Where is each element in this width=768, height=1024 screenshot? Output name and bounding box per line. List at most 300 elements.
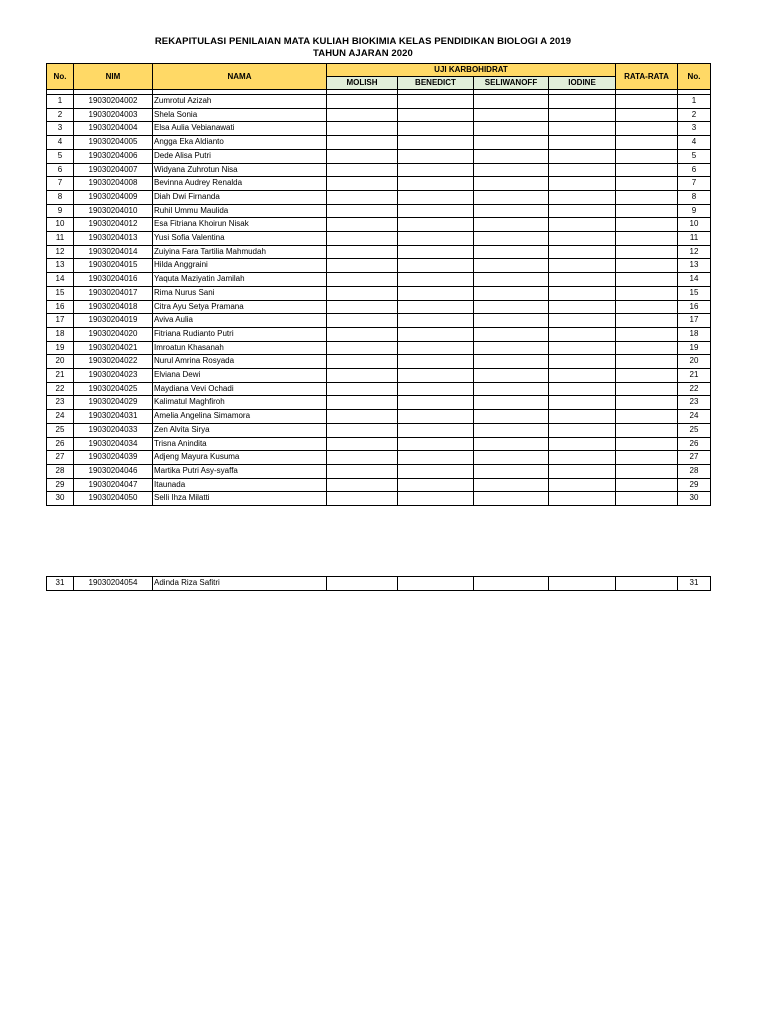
cell-no-right: 5 [678, 149, 711, 163]
cell-nim: 19030204002 [74, 95, 153, 109]
cell-no-right: 21 [678, 369, 711, 383]
cell-benedict [398, 437, 474, 451]
table-row [47, 451, 711, 465]
table-row [47, 423, 711, 437]
cell-benedict [398, 369, 474, 383]
cell-nim: 19030204031 [74, 410, 153, 424]
cell-molish [327, 273, 398, 287]
cell-iodine [549, 273, 616, 287]
cell-nim: 19030204021 [74, 341, 153, 355]
cell-no-right: 8 [678, 190, 711, 204]
cell-no: 19 [47, 341, 74, 355]
cell-no: 1 [47, 95, 74, 109]
cell-benedict [398, 204, 474, 218]
cell-benedict [398, 245, 474, 259]
cell-iodine [549, 108, 616, 122]
cell-rata-rata [616, 122, 678, 136]
cell-no-right: 31 [678, 577, 711, 591]
table-row [47, 108, 711, 122]
cell-rata-rata [616, 423, 678, 437]
cell-nama: Zuiyina Fara Tartilia Mahmudah [153, 245, 327, 259]
cell-molish [327, 190, 398, 204]
cell-nama: Yusi Sofia Valentina [153, 232, 327, 246]
cell-molish [327, 122, 398, 136]
cell-seliwanoff [474, 95, 549, 109]
table-row [47, 245, 711, 259]
cell-molish [327, 410, 398, 424]
cell-nim: 19030204008 [74, 177, 153, 191]
table-row [47, 382, 711, 396]
cell-benedict [398, 327, 474, 341]
cell-iodine [549, 218, 616, 232]
cell-iodine [549, 95, 616, 109]
header-no-right: No. [678, 64, 711, 90]
cell-no: 13 [47, 259, 74, 273]
cell-iodine [549, 286, 616, 300]
cell-molish [327, 577, 398, 591]
cell-nim: 19030204039 [74, 451, 153, 465]
cell-molish [327, 396, 398, 410]
cell-no-right: 19 [678, 341, 711, 355]
cell-iodine [549, 355, 616, 369]
cell-no: 21 [47, 369, 74, 383]
cell-nama: Yaquta Maziyatin Jamilah [153, 273, 327, 287]
cell-molish [327, 423, 398, 437]
cell-no: 18 [47, 327, 74, 341]
cell-iodine [549, 464, 616, 478]
cell-benedict [398, 423, 474, 437]
cell-rata-rata [616, 355, 678, 369]
cell-iodine [549, 382, 616, 396]
cell-no-right: 11 [678, 232, 711, 246]
cell-nama: Martika Putri Asy-syaffa [153, 464, 327, 478]
cell-seliwanoff [474, 273, 549, 287]
cell-rata-rata [616, 218, 678, 232]
cell-rata-rata [616, 478, 678, 492]
cell-no-right: 4 [678, 136, 711, 150]
cell-seliwanoff [474, 149, 549, 163]
cell-no-right: 1 [678, 95, 711, 109]
cell-rata-rata [616, 95, 678, 109]
cell-nim: 19030204005 [74, 136, 153, 150]
cell-seliwanoff [474, 177, 549, 191]
cell-no: 24 [47, 410, 74, 424]
cell-iodine [549, 396, 616, 410]
cell-molish [327, 149, 398, 163]
cell-nim: 19030204014 [74, 245, 153, 259]
cell-benedict [398, 232, 474, 246]
cell-nama: Dede Alisa Putri [153, 149, 327, 163]
cell-molish [327, 286, 398, 300]
cell-rata-rata [616, 286, 678, 300]
cell-molish [327, 204, 398, 218]
table-row [47, 396, 711, 410]
cell-rata-rata [616, 273, 678, 287]
cell-iodine [549, 245, 616, 259]
cell-no: 4 [47, 136, 74, 150]
header-rata-rata: RATA-RATA [616, 64, 678, 90]
cell-no: 17 [47, 314, 74, 328]
cell-no: 5 [47, 149, 74, 163]
header-row [47, 64, 711, 77]
cell-no-right: 3 [678, 122, 711, 136]
cell-nama: Esa Fitriana Khoirun Nisak [153, 218, 327, 232]
cell-rata-rata [616, 190, 678, 204]
cell-no-right: 10 [678, 218, 711, 232]
cell-nim: 19030204023 [74, 369, 153, 383]
cell-rata-rata [616, 149, 678, 163]
cell-seliwanoff [474, 382, 549, 396]
table-row [47, 286, 711, 300]
cell-nama: Itaunada [153, 478, 327, 492]
cell-molish [327, 492, 398, 506]
cell-benedict [398, 478, 474, 492]
cell-nim: 19030204015 [74, 259, 153, 273]
cell-rata-rata [616, 327, 678, 341]
table-row [47, 464, 711, 478]
cell-molish [327, 369, 398, 383]
cell-seliwanoff [474, 355, 549, 369]
cell-iodine [549, 492, 616, 506]
table-body [47, 64, 711, 506]
cell-molish [327, 327, 398, 341]
cell-seliwanoff [474, 108, 549, 122]
cell-nim: 19030204017 [74, 286, 153, 300]
table-row [47, 149, 711, 163]
cell-benedict [398, 410, 474, 424]
cell-seliwanoff [474, 577, 549, 591]
header-no: No. [47, 64, 74, 90]
cell-seliwanoff [474, 369, 549, 383]
cell-no-right: 14 [678, 273, 711, 287]
cell-no-right: 7 [678, 177, 711, 191]
cell-molish [327, 314, 398, 328]
table-row [47, 177, 711, 191]
cell-seliwanoff [474, 286, 549, 300]
cell-no-right: 27 [678, 451, 711, 465]
cell-no: 28 [47, 464, 74, 478]
cell-molish [327, 437, 398, 451]
cell-iodine [549, 163, 616, 177]
cell-benedict [398, 218, 474, 232]
cell-rata-rata [616, 204, 678, 218]
cell-rata-rata [616, 382, 678, 396]
cell-no: 31 [47, 577, 74, 591]
table-row [47, 478, 711, 492]
cell-seliwanoff [474, 451, 549, 465]
cell-seliwanoff [474, 437, 549, 451]
table-row [47, 577, 711, 591]
cell-nim: 19030204016 [74, 273, 153, 287]
cell-nim: 19030204003 [74, 108, 153, 122]
cell-seliwanoff [474, 341, 549, 355]
table-row [47, 190, 711, 204]
cell-no-right: 20 [678, 355, 711, 369]
cell-nama: Kalimatul Maghfiroh [153, 396, 327, 410]
cell-no: 20 [47, 355, 74, 369]
cell-nama: Maydiana Vevi Ochadi [153, 382, 327, 396]
cell-benedict [398, 382, 474, 396]
cell-molish [327, 218, 398, 232]
cell-nim: 19030204018 [74, 300, 153, 314]
cell-no: 8 [47, 190, 74, 204]
cell-seliwanoff [474, 410, 549, 424]
cell-no-right: 30 [678, 492, 711, 506]
cell-no: 16 [47, 300, 74, 314]
cell-nama: Zumrotul Azizah [153, 95, 327, 109]
cell-no: 2 [47, 108, 74, 122]
cell-molish [327, 478, 398, 492]
cell-molish [327, 177, 398, 191]
cell-rata-rata [616, 396, 678, 410]
cell-no: 25 [47, 423, 74, 437]
table-row [47, 218, 711, 232]
table-row [47, 273, 711, 287]
header-molish: MOLISH [327, 77, 398, 90]
cell-iodine [549, 369, 616, 383]
table-row [47, 122, 711, 136]
cell-molish [327, 245, 398, 259]
cell-no-right: 23 [678, 396, 711, 410]
cell-nama: Elviana Dewi [153, 369, 327, 383]
cell-nama: Angga Eka Aldianto [153, 136, 327, 150]
table-row [47, 300, 711, 314]
cell-nim: 19030204013 [74, 232, 153, 246]
cell-nim: 19030204033 [74, 423, 153, 437]
cell-seliwanoff [474, 478, 549, 492]
cell-nim: 19030204012 [74, 218, 153, 232]
cell-seliwanoff [474, 232, 549, 246]
cell-benedict [398, 149, 474, 163]
cell-benedict [398, 95, 474, 109]
cell-no: 7 [47, 177, 74, 191]
cell-nim: 19030204025 [74, 382, 153, 396]
cell-rata-rata [616, 577, 678, 591]
cell-iodine [549, 423, 616, 437]
cell-no: 12 [47, 245, 74, 259]
cell-rata-rata [616, 163, 678, 177]
cell-molish [327, 451, 398, 465]
cell-seliwanoff [474, 423, 549, 437]
cell-seliwanoff [474, 327, 549, 341]
cell-seliwanoff [474, 122, 549, 136]
cell-benedict [398, 177, 474, 191]
cell-no: 15 [47, 286, 74, 300]
cell-no: 30 [47, 492, 74, 506]
cell-no: 23 [47, 396, 74, 410]
cell-molish [327, 163, 398, 177]
header-nama: NAMA [153, 64, 327, 90]
cell-iodine [549, 190, 616, 204]
cell-seliwanoff [474, 190, 549, 204]
cell-rata-rata [616, 108, 678, 122]
cell-nama: Elsa Aulia Vebianawati [153, 122, 327, 136]
cell-benedict [398, 355, 474, 369]
cell-nama: Fitriana Rudianto Putri [153, 327, 327, 341]
cell-seliwanoff [474, 163, 549, 177]
cell-seliwanoff [474, 245, 549, 259]
cell-benedict [398, 577, 474, 591]
cell-nama: Ruhil Ummu Maulida [153, 204, 327, 218]
header-benedict: BENEDICT [398, 77, 474, 90]
cell-nama: Adjeng Mayura Kusuma [153, 451, 327, 465]
cell-benedict [398, 136, 474, 150]
cell-no: 11 [47, 232, 74, 246]
cell-rata-rata [616, 136, 678, 150]
cell-molish [327, 464, 398, 478]
cell-no: 27 [47, 451, 74, 465]
cell-iodine [549, 232, 616, 246]
cell-nama: Bevinna Audrey Renalda [153, 177, 327, 191]
cell-nim: 19030204006 [74, 149, 153, 163]
header-seliwanoff: SELIWANOFF [474, 77, 549, 90]
table-row [47, 341, 711, 355]
cell-no-right: 12 [678, 245, 711, 259]
cell-no-right: 9 [678, 204, 711, 218]
cell-nama: Rima Nurus Sani [153, 286, 327, 300]
cell-nama: Aviva Aulia [153, 314, 327, 328]
cell-nim: 19030204007 [74, 163, 153, 177]
cell-iodine [549, 149, 616, 163]
cell-no-right: 26 [678, 437, 711, 451]
cell-nama: Imroatun Khasanah [153, 341, 327, 355]
cell-nama: Citra Ayu Setya Pramana [153, 300, 327, 314]
cell-nim: 19030204019 [74, 314, 153, 328]
table-row [47, 95, 711, 109]
cell-seliwanoff [474, 259, 549, 273]
cell-seliwanoff [474, 314, 549, 328]
cell-benedict [398, 300, 474, 314]
report-title: REKAPITULASI PENILAIAN MATA KULIAH BIOKIMIA KELAS PENDIDIKAN BIOLOGI A 2019 [154, 36, 572, 47]
table-row [47, 355, 711, 369]
cell-no-right: 15 [678, 286, 711, 300]
cell-iodine [549, 341, 616, 355]
table-row [47, 259, 711, 273]
table-row [47, 163, 711, 177]
cell-no-right: 28 [678, 464, 711, 478]
cell-iodine [549, 410, 616, 424]
cell-seliwanoff [474, 396, 549, 410]
cell-molish [327, 136, 398, 150]
cell-molish [327, 341, 398, 355]
cell-no-right: 17 [678, 314, 711, 328]
cell-benedict [398, 451, 474, 465]
cell-nama: Amelia Angelina Simamora [153, 410, 327, 424]
cell-no: 9 [47, 204, 74, 218]
cell-no-right: 18 [678, 327, 711, 341]
cell-nim: 19030204050 [74, 492, 153, 506]
cell-rata-rata [616, 341, 678, 355]
cell-nama: Zen Alvita Sirya [153, 423, 327, 437]
cell-nim: 19030204010 [74, 204, 153, 218]
cell-nim: 19030204004 [74, 122, 153, 136]
cell-no-right: 25 [678, 423, 711, 437]
cell-benedict [398, 259, 474, 273]
cell-seliwanoff [474, 136, 549, 150]
cell-no: 26 [47, 437, 74, 451]
cell-nama: Adinda Riza Safitri [153, 577, 327, 591]
cell-benedict [398, 286, 474, 300]
extra-table [46, 576, 711, 591]
cell-molish [327, 259, 398, 273]
cell-rata-rata [616, 369, 678, 383]
cell-rata-rata [616, 232, 678, 246]
cell-molish [327, 95, 398, 109]
cell-nim: 19030204009 [74, 190, 153, 204]
cell-nim: 19030204022 [74, 355, 153, 369]
cell-nim: 19030204029 [74, 396, 153, 410]
cell-no-right: 24 [678, 410, 711, 424]
cell-iodine [549, 314, 616, 328]
cell-iodine [549, 478, 616, 492]
cell-no-right: 2 [678, 108, 711, 122]
header-nim: NIM [74, 64, 153, 90]
cell-no: 14 [47, 273, 74, 287]
cell-rata-rata [616, 314, 678, 328]
header-iodine: IODINE [549, 77, 616, 90]
cell-seliwanoff [474, 492, 549, 506]
cell-nim: 19030204054 [74, 577, 153, 591]
cell-iodine [549, 177, 616, 191]
cell-rata-rata [616, 259, 678, 273]
cell-seliwanoff [474, 218, 549, 232]
cell-nama: Widyana Zuhrotun Nisa [153, 163, 327, 177]
cell-iodine [549, 259, 616, 273]
cell-iodine [549, 136, 616, 150]
table-row [47, 327, 711, 341]
cell-no: 22 [47, 382, 74, 396]
cell-nim: 19030204046 [74, 464, 153, 478]
cell-iodine [549, 327, 616, 341]
cell-rata-rata [616, 410, 678, 424]
cell-benedict [398, 122, 474, 136]
cell-benedict [398, 464, 474, 478]
cell-benedict [398, 396, 474, 410]
table-row [47, 232, 711, 246]
cell-seliwanoff [474, 204, 549, 218]
cell-no: 3 [47, 122, 74, 136]
table-row [47, 314, 711, 328]
cell-benedict [398, 108, 474, 122]
cell-no: 6 [47, 163, 74, 177]
cell-molish [327, 382, 398, 396]
report-subtitle: TAHUN AJARAN 2020 [313, 48, 413, 59]
cell-nim: 19030204047 [74, 478, 153, 492]
cell-no: 10 [47, 218, 74, 232]
cell-no-right: 22 [678, 382, 711, 396]
cell-iodine [549, 577, 616, 591]
cell-iodine [549, 437, 616, 451]
cell-molish [327, 300, 398, 314]
cell-rata-rata [616, 300, 678, 314]
cell-iodine [549, 451, 616, 465]
cell-iodine [549, 300, 616, 314]
cell-nama: Hilda Anggraini [153, 259, 327, 273]
cell-benedict [398, 314, 474, 328]
table-row [47, 492, 711, 506]
cell-iodine [549, 204, 616, 218]
cell-benedict [398, 163, 474, 177]
cell-no-right: 16 [678, 300, 711, 314]
cell-no-right: 6 [678, 163, 711, 177]
cell-rata-rata [616, 177, 678, 191]
cell-nama: Diah Dwi Firnanda [153, 190, 327, 204]
cell-molish [327, 108, 398, 122]
cell-rata-rata [616, 437, 678, 451]
cell-rata-rata [616, 245, 678, 259]
cell-iodine [549, 122, 616, 136]
cell-molish [327, 232, 398, 246]
